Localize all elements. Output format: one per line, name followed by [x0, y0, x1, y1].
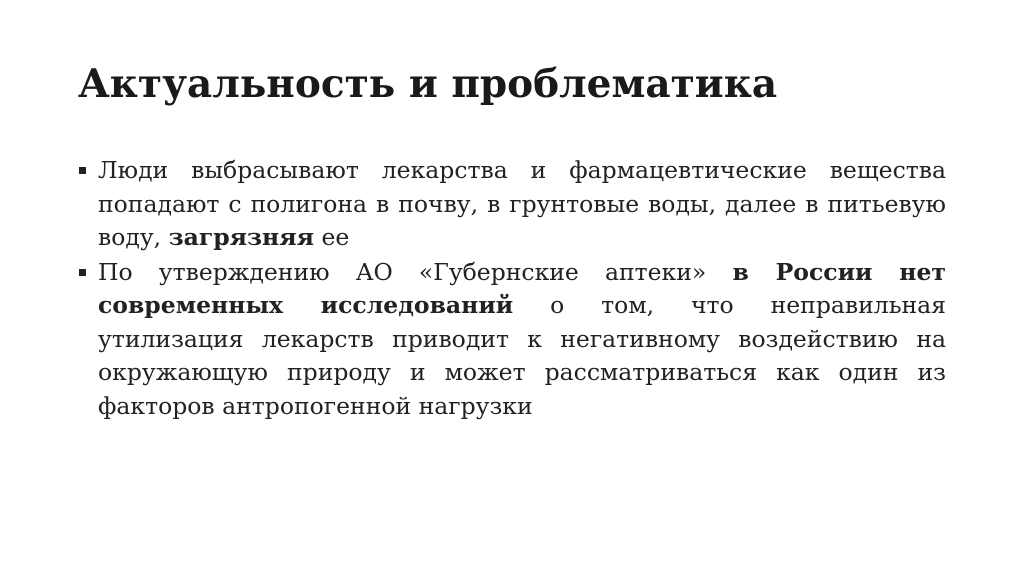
- square-bullet-icon: [79, 269, 86, 276]
- bullet-list: [76, 154, 946, 424]
- slide-title: Актуальность и проблематика: [78, 61, 778, 107]
- bullet-item: [76, 154, 946, 255]
- square-bullet-icon: [79, 167, 86, 174]
- bullet-text: Люди выбрасывают лекарства и фармацевтические вещества попадают с полигона в почву, в грунтовые воды, далее в питьевую воду,: [98, 156, 946, 251]
- bullet-text-bold: в России нет современных исследований: [98, 257, 946, 319]
- bullet-item: [76, 256, 946, 424]
- bullet-text: ее: [313, 223, 350, 251]
- bullet-text-bold: загрязняя: [168, 223, 314, 251]
- bullet-text: о том, что неправильная утилизация лекарств приводит к негативному воздействию на окружающую природу и может рассматриваться как один из факторов антропогенной нагрузки: [98, 291, 946, 420]
- bullet-text: По утверждению АО «Губернские аптеки»: [98, 257, 733, 286]
